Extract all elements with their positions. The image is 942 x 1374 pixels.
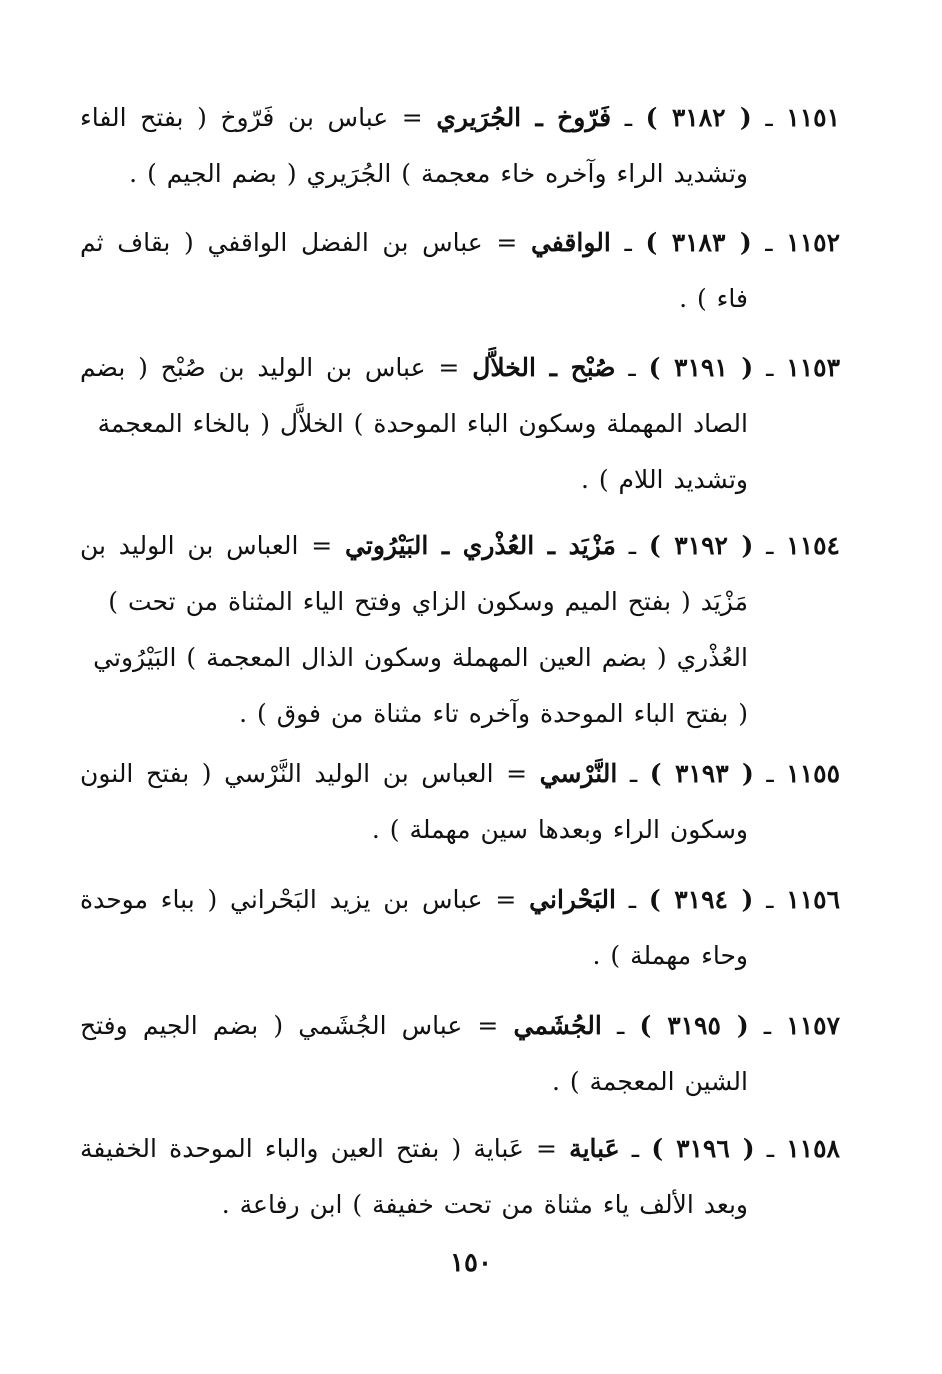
entry-heading: الجُشَمي <box>513 1011 602 1040</box>
entry-continuation-line: الصاد المهملة وسكون الباء الموحدة ) الخلاَّل ( بالخاء المعجمة <box>97 409 748 438</box>
entry-1152 <box>80 215 840 327</box>
entry-reference: ( ٣١٩٢ ) <box>648 531 754 560</box>
entry-reference: ( ٣١٨٢ ) <box>645 103 752 132</box>
entry-reference: ( ٣١٩٥ ) <box>639 1011 749 1040</box>
entry-continuation-line: العُذْري ( بضم العين المهملة وسكون الذال المعجمة ) البَيْرُوتي <box>93 643 748 672</box>
entry-number: ١١٥٨ <box>786 1134 840 1163</box>
entry-number: ١١٥٥ <box>786 759 840 788</box>
entry-number: ١١٥٦ <box>786 885 840 914</box>
page-number: ١٥٠ <box>450 1248 492 1278</box>
entry-continuation-line: وبعد الألف ياء مثناة من تحت خفيفة ) ابن رفاعة . <box>221 1190 748 1219</box>
entry-heading: فَرّوخ ـ الجُرَيري <box>436 103 612 132</box>
entry-first-line: ١١٥٦ ـ ( ٣١٩٤ ) ـ البَحْراني = عباس بن يزيد البَحْراني ( بباء موحدة <box>80 885 840 914</box>
entry-number: ١١٥١ <box>786 103 840 132</box>
entry-text: = عَباية ( بفتح العين والباء الموحدة الخفيفة <box>80 1134 557 1163</box>
entry-text: = العباس بن الوليد بن <box>80 531 333 560</box>
entry-heading: البَحْراني <box>529 885 616 914</box>
entry-1157 <box>80 998 840 1110</box>
entry-continuation-line: مَزْيَد ( بفتح الميم وسكون الزاي وفتح الياء المثناة من تحت ) <box>108 587 748 616</box>
entry-continuation-line: ( بفتح الباء الموحدة وآخره تاء مثناة من فوق ) . <box>239 699 748 728</box>
entry-number: ١١٥٤ <box>786 531 840 560</box>
entry-first-line: ١١٥٣ ـ ( ٣١٩١ ) ـ صُبْح ـ الخلاَّل = عباس بن الوليد بن صُبْح ( بضم <box>80 353 840 382</box>
entry-number: ١١٥٣ <box>786 353 840 382</box>
entry-heading: عَباية <box>569 1134 620 1163</box>
entry-continuation-line: وتشديد اللام ) . <box>580 465 748 494</box>
entry-heading: النَّرْسي <box>539 759 618 788</box>
entry-text: = عباس بن الوليد بن صُبْح ( بضم <box>80 353 460 382</box>
entry-text: = عباس بن فَرّوخ ( بفتح الفاء <box>80 103 423 132</box>
entry-1151 <box>80 90 840 202</box>
entry-continuation-line: وسكون الراء وبعدها سين مهملة ) . <box>371 815 748 844</box>
entry-number: ١١٥٧ <box>786 1011 840 1040</box>
entry-first-line: ١١٥٢ ـ ( ٣١٨٣ ) ـ الواقفي = عباس بن الفضل الواقفي ( بقاف ثم <box>80 228 840 257</box>
entry-continuation-line: فاء ) . <box>679 284 748 313</box>
entry-continuation-line: الشين المعجمة ) . <box>551 1067 748 1096</box>
entry-number: ١١٥٢ <box>786 228 840 257</box>
entry-reference: ( ٣١٩٤ ) <box>648 885 754 914</box>
entry-1158 <box>80 1121 840 1233</box>
entry-1154 <box>80 518 840 742</box>
entry-reference: ( ٣١٩٦ ) <box>651 1134 755 1163</box>
entry-heading: صُبْح ـ الخلاَّل <box>472 353 616 382</box>
entry-text: = عباس الجُشَمي ( بضم الجيم وفتح <box>80 1011 499 1040</box>
entry-first-line: ١١٥٧ ـ ( ٣١٩٥ ) ـ الجُشَمي = عباس الجُشَمي ( بضم الجيم وفتح <box>80 1011 840 1040</box>
entry-text: = عباس بن يزيد البَحْراني ( بباء موحدة <box>80 885 517 914</box>
entry-1153 <box>80 340 840 508</box>
entry-continuation-line: وتشديد الراء وآخره خاء معجمة ) الجُرَيري ( بضم الجيم ) . <box>129 159 748 188</box>
entry-heading: الواقفي <box>530 228 611 257</box>
entry-first-line: ١١٥١ ـ ( ٣١٨٢ ) ـ فَرّوخ ـ الجُرَيري = عباس بن فَرّوخ ( بفتح الفاء <box>80 103 840 132</box>
entry-heading: مَزْيَد ـ العُذْري ـ البَيْرُوتي <box>345 531 616 560</box>
entry-1155 <box>80 746 840 858</box>
entry-first-line: ١١٥٨ ـ ( ٣١٩٦ ) ـ عَباية = عَباية ( بفتح العين والباء الموحدة الخفيفة <box>80 1134 840 1163</box>
entry-first-line: ١١٥٥ ـ ( ٣١٩٣ ) ـ النَّرْسي = العباس بن الوليد النَّرْسي ( بفتح النون <box>80 759 840 788</box>
entry-reference: ( ٣١٩٣ ) <box>649 759 754 788</box>
entry-first-line: ١١٥٤ ـ ( ٣١٩٢ ) ـ مَزْيَد ـ العُذْري ـ البَيْرُوتي = العباس بن الوليد بن <box>80 531 840 560</box>
entry-text: = العباس بن الوليد النَّرْسي ( بفتح النون <box>80 759 528 788</box>
entry-continuation-line: وحاء مهملة ) . <box>592 941 748 970</box>
entry-1156 <box>80 872 840 984</box>
entry-reference: ( ٣١٩١ ) <box>648 353 754 382</box>
entry-reference: ( ٣١٨٣ ) <box>645 228 752 257</box>
entry-text: = عباس بن الفضل الواقفي ( بقاف ثم <box>80 228 518 257</box>
